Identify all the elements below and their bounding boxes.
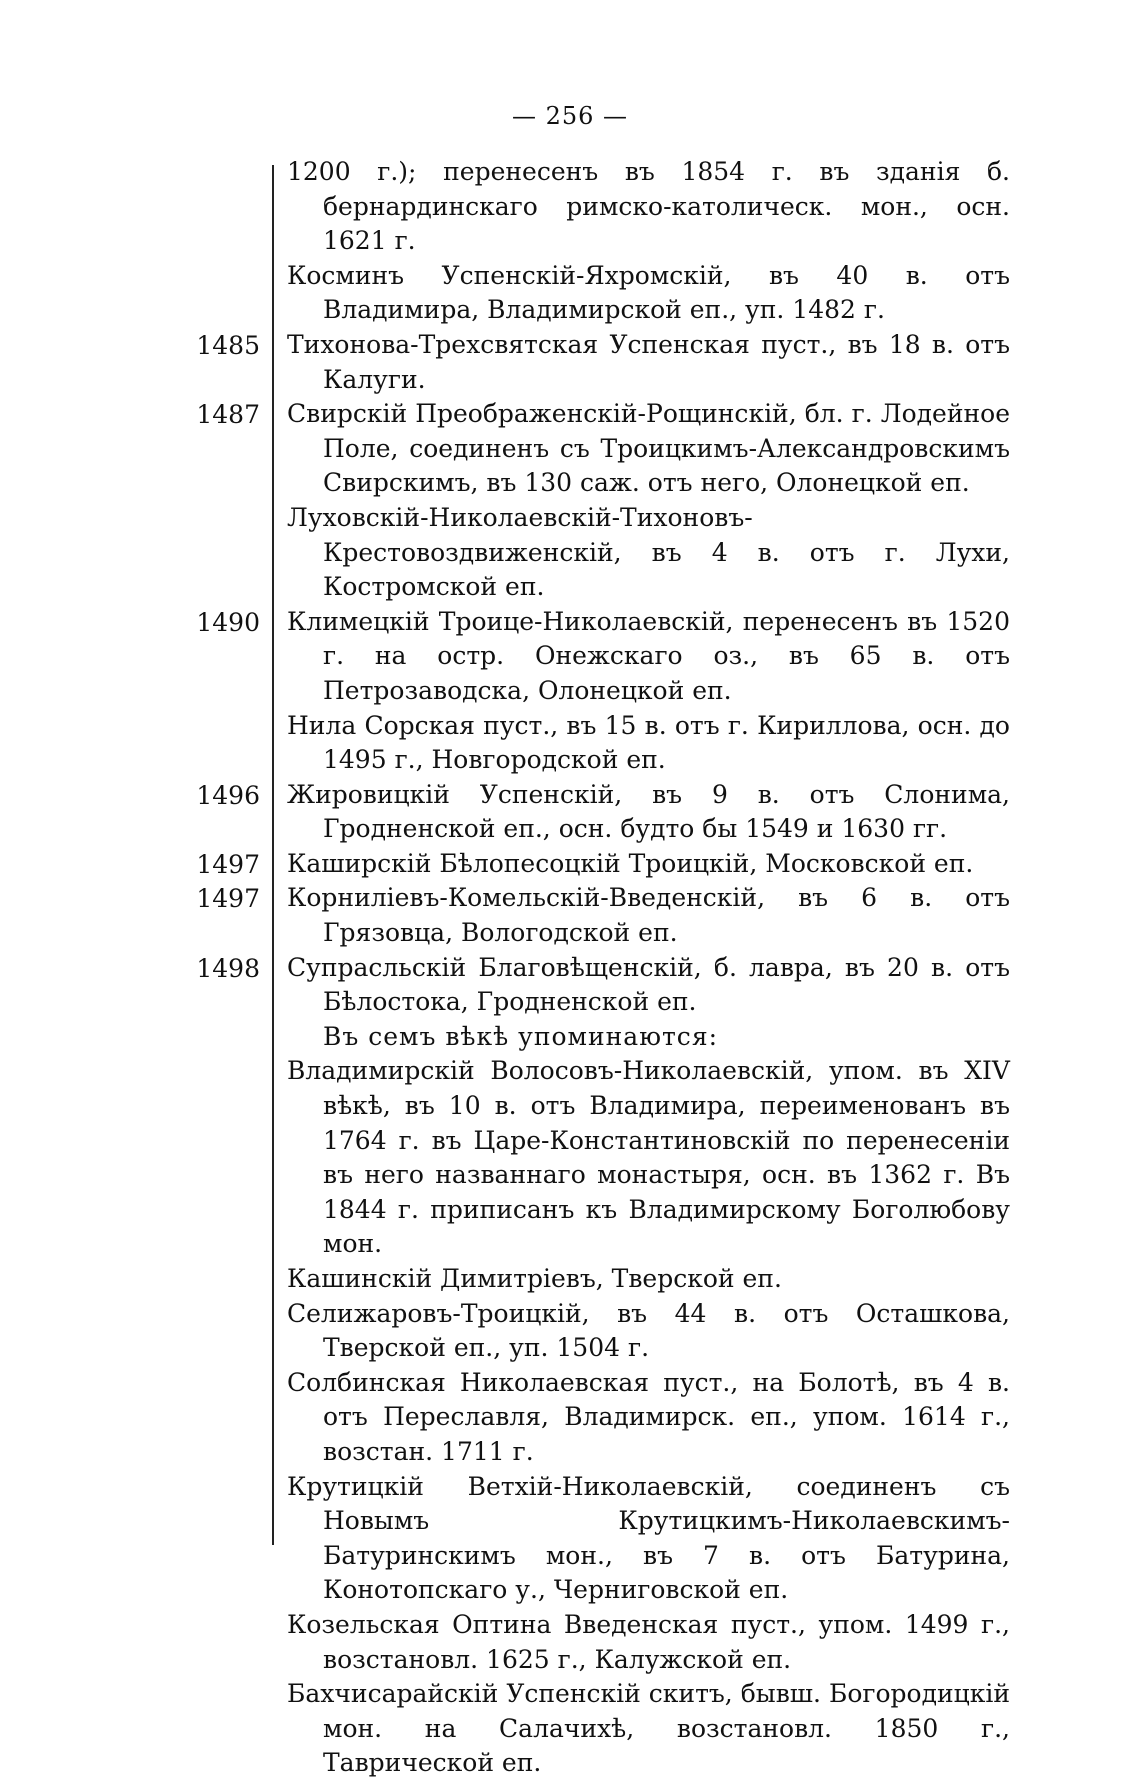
monastery-entry: Свирскій Преображенскій-Рощинскій, бл. г. Лодейное Поле, соединенъ съ Троицкимъ-Александровскимъ Свирскимъ, въ 130 саж. отъ него, Олонецкой еп. — [287, 399, 1010, 498]
entry-year: 1496 — [196, 781, 260, 810]
monastery-entry: Супрасльскій Благовѣщенскій, б. лавра, въ 20 в. отъ Бѣлостока, Гродненской еп. — [287, 952, 1010, 1017]
monastery-entry: Бахчисарайскій Успенскій скитъ, бывш. Богородицкій мон. на Салачихѣ, возстановл. 1850 г., Таврической еп. — [287, 1679, 1010, 1778]
monastery-entry: Нила Сорская пуст., въ 15 в. отъ г. Кириллова, осн. до 1495 г., Новгородской еп. — [287, 710, 1010, 775]
monastery-entry: 1200 г.); перенесенъ въ 1854 г. въ зданія б. бернардинскаго римско-католическ. мон., осн. 1621 г. — [287, 157, 1010, 256]
section-subheading: Въ семъ вѣкѣ упоминаются: — [323, 1021, 719, 1051]
monastery-entry: Косминъ Успенскій-Яхромскій, въ 40 в. отъ Владимира, Владимирской еп., уп. 1482 г. — [287, 260, 1010, 325]
monastery-entry: Солбинская Николаевская пуст., на Болотѣ, въ 4 в. отъ Переславля, Владимирск. еп., упом. 1614 г., возстан. 1711 г. — [287, 1367, 1010, 1466]
monastery-entry: Климецкій Троице-Николаевскій, перенесенъ въ 1520 г. на остр. Онежскаго оз., въ 65 в. отъ Петрозаводска, Олонецкой еп. — [287, 606, 1010, 705]
monastery-entry: Крутицкій Ветхій-Николаевскій, соединенъ съ Новымъ Крутицкимъ-Николаевскимъ-Батуринскимъ мон., въ 7 в. отъ Батурина, Конотопскаго у., Черниговской еп. — [287, 1471, 1010, 1605]
entry-year: 1497 — [196, 884, 260, 913]
entry-year: 1497 — [196, 850, 260, 879]
monastery-entry: Кашинскій Димитріевъ, Тверской еп. — [287, 1264, 782, 1293]
margin-rule — [272, 165, 274, 1545]
monastery-entry: Каширскій Бѣлопесоцкій Троицкій, Московской еп. — [287, 848, 974, 878]
page-number: — 256 — — [511, 102, 629, 130]
entry-year: 1487 — [196, 400, 260, 429]
monastery-entry: Владимирскій Волосовъ-Николаевскій, упом. въ XIV вѣкѣ, въ 10 в. отъ Владимира, переименованъ въ 1764 г. въ Царе-Константиновскій по перенесеніи въ него названнаго монастыря, осн. въ 1362 г. Въ 1844 г. приписанъ къ Владимирскому Боголюбову мон. — [287, 1056, 1010, 1259]
entry-year: 1490 — [196, 608, 260, 637]
monastery-entry: Жировицкій Успенскій, въ 9 в. отъ Слонима, Гродненской еп., осн. будто бы 1549 и 1630 гг. — [287, 779, 1010, 844]
monastery-entry: Тихонова-Трехсвятская Успенская пуст., въ 18 в. отъ Калуги. — [287, 329, 1010, 394]
monastery-entry: Луховскій-Николаевскій-Тихоновъ-Крестовоздвиженскій, въ 4 в. отъ г. Лухи, Костромской еп. — [287, 502, 1010, 602]
entry-year: 1485 — [196, 331, 260, 360]
monastery-entry: Корниліевъ-Комельскій-Введенскій, въ 6 в. отъ Грязовца, Вологодской еп. — [287, 883, 1010, 948]
entry-year: 1498 — [196, 954, 260, 983]
monastery-entry: Козельская Оптина Введенская пуст., упом. 1499 г., возстановл. 1625 г., Калужской еп. — [287, 1609, 1010, 1674]
entry-list — [287, 155, 1010, 1781]
monastery-entry: Селижаровъ-Троицкій, въ 44 в. отъ Осташкова, Тверской еп., уп. 1504 г. — [287, 1298, 1010, 1363]
